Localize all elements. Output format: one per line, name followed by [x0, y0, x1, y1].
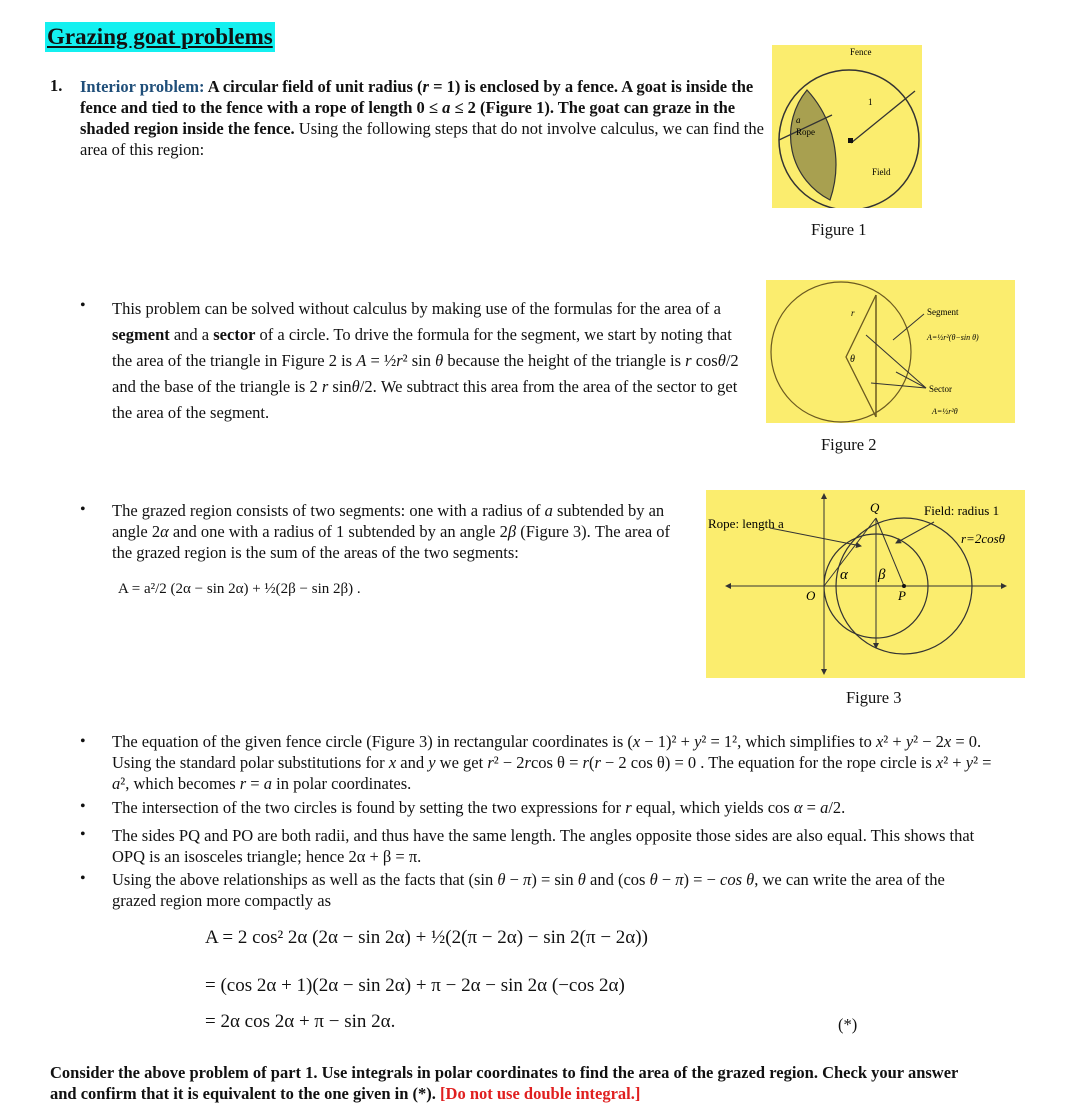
figure-2-caption: Figure 2	[821, 435, 877, 454]
text-run: The intersection of the two circles is found by setting the two expressions for	[112, 798, 626, 817]
text-run: cos θ =	[530, 753, 583, 772]
angle-label: θ	[850, 354, 855, 365]
text-run: equal, which yields cos	[631, 798, 794, 817]
point-p-label: P	[898, 588, 906, 603]
text-run: ² − 2	[913, 732, 944, 751]
text-run: θ	[717, 351, 726, 370]
text-run: − 1)² +	[640, 732, 695, 751]
text-run: θ	[649, 870, 658, 889]
rope-length-label: a	[796, 115, 801, 125]
text-run: ² +	[943, 753, 966, 772]
figure-3	[706, 490, 1025, 678]
text-run: r	[524, 753, 531, 772]
text-run: A	[356, 351, 367, 370]
text-run: α	[160, 522, 169, 541]
text-run: = 0. Using the standard polar substitutions for	[112, 732, 982, 772]
final-question	[50, 1062, 980, 1104]
text-run: ² = 1², which simplifies to	[701, 732, 876, 751]
text-run: cos	[691, 351, 718, 370]
text-run: −	[657, 870, 676, 889]
equation-line-1: A = 2 cos² 2α (2α − sin 2α) + ½(2(π − 2α) − sin 2(π − 2α))	[205, 927, 648, 948]
text-run: y	[694, 732, 702, 751]
text-run: Using the above relationships as well as the facts that (sin	[112, 870, 498, 889]
bullet-icon: •	[80, 870, 86, 887]
text-run: This problem can be solved without calculus by making use of the formulas for the area of a	[112, 299, 721, 318]
text-run: ² +	[883, 732, 906, 751]
rope-label: Rope	[796, 127, 815, 137]
figure-2	[766, 280, 1015, 423]
text-run: x	[935, 753, 944, 772]
text-run: r	[582, 753, 589, 772]
field-label: Field	[872, 167, 891, 177]
text-run: y	[428, 753, 436, 772]
text-run: y	[905, 732, 914, 751]
text-run: r	[625, 798, 632, 817]
figure-1-diagram	[772, 45, 922, 208]
text-run: The equation of the given fence circle (Figure 3) in rectangular coordinates is (	[112, 732, 633, 751]
text-run: segment	[112, 325, 170, 344]
figure-3-diagram	[706, 490, 1025, 678]
field-label: Field: radius 1	[924, 503, 1000, 518]
text-run: r	[594, 753, 601, 772]
bullet-segment-formula	[112, 296, 752, 426]
text-run: = ½	[366, 351, 397, 370]
equation-tag: (*)	[838, 1015, 858, 1034]
text-run: ≤ 2 (Figure 1). The goat can graze in the shaded region inside the fence.	[80, 98, 736, 138]
point-q-label: Q	[870, 500, 880, 515]
segment-formula: A=½r²(θ−sin θ)	[927, 333, 979, 342]
text-run: r	[685, 351, 692, 370]
text-run: cos θ	[720, 870, 755, 889]
alpha-label: α	[840, 567, 848, 583]
text-run: r	[396, 351, 403, 370]
text-run: of a circle. To drive the formula for the segment, we start by noting that the area of the triangle in Figure 2 is	[112, 325, 732, 370]
text-run: r	[239, 774, 247, 793]
text-run: x	[943, 732, 952, 751]
text-run: θ	[497, 870, 506, 889]
text-run: we get	[435, 753, 488, 772]
text-run: θ	[351, 377, 360, 396]
fence-label: Fence	[850, 47, 872, 57]
text-run: [Do not use double integral.]	[440, 1084, 641, 1103]
text-run: and one with a radius of 1 subtended by an angle 2	[168, 522, 508, 541]
bullet-fence-equation	[112, 731, 992, 794]
text-run: π	[523, 870, 532, 889]
text-run: ) = sin	[531, 870, 578, 889]
text-run: y	[965, 753, 974, 772]
text-run: = 1) is enclosed by a fence. A goat is inside the fence and tied to the fence with a rope of length 0 ≤	[80, 77, 754, 117]
text-run: sector	[213, 325, 256, 344]
text-run: r	[422, 77, 429, 96]
text-run: ² sin	[402, 351, 436, 370]
text-run: subtended by an angle 2	[112, 501, 665, 541]
radius-label: 1	[868, 97, 873, 107]
text-run: Interior problem:	[80, 77, 208, 96]
text-run: r	[321, 377, 329, 396]
text-run: Consider the above problem of part 1. Use integrals in polar coordinates to find the area of the grazed region. Check your answer and confirm that it is equivalent to the one given in (*).	[50, 1063, 959, 1103]
text-run: x	[388, 753, 397, 772]
text-run: =	[246, 774, 264, 793]
text-run: /2.	[828, 798, 846, 817]
text-run: r	[487, 753, 494, 772]
text-run: The grazed region consists of two segments: one with a radius of	[112, 501, 545, 520]
text-run: α	[793, 798, 803, 817]
text-run: and	[396, 753, 429, 772]
figure-3-caption: Figure 3	[846, 688, 902, 707]
sector-formula: A=½r²θ	[932, 407, 958, 416]
text-run: The sides PQ and PO are both radii, and thus have the same length. The angles opposite those sides are also equal. This shows that OPQ is an isosceles triangle; hence 2α + β = π.	[112, 826, 975, 866]
equation-line-2: = (cos 2α + 1)(2α − sin 2α) + π − 2α − sin 2α (−cos 2α)	[205, 975, 625, 996]
text-run: a	[263, 774, 272, 793]
text-run: θ	[435, 351, 444, 370]
text-run: a	[442, 98, 451, 117]
text-run: sin	[328, 377, 352, 396]
text-run: (	[588, 753, 595, 772]
page-title: Grazing goat problems	[45, 22, 275, 52]
equation-line-3: = 2α cos 2α + π − sin 2α.	[205, 1011, 396, 1032]
point-o-label: O	[806, 588, 816, 603]
text-run: β	[507, 522, 517, 541]
text-run: x	[632, 732, 641, 751]
text-run: π	[675, 870, 684, 889]
text-run: , we can write the area of the grazed region more compactly as	[112, 870, 945, 910]
figure-1-caption: Figure 1	[811, 220, 867, 239]
text-run: in polar coordinates.	[271, 774, 412, 793]
segments-area-equation: A = a²/2 (2α − sin 2α) + ½(2β − sin 2β) .	[118, 581, 361, 597]
text-run: a	[820, 798, 829, 817]
bullet-isosceles	[112, 825, 992, 867]
bullet-intersection	[112, 797, 992, 818]
text-run: − 2 cos θ) = 0 . The equation for the rope circle is	[600, 753, 936, 772]
bullet-grazed-region	[112, 500, 690, 563]
text-run: Using the following steps that do not involve calculus, we can find the area of this region:	[80, 119, 764, 159]
radius-label: r	[851, 308, 855, 318]
bullet-icon: •	[80, 297, 86, 314]
text-run: ², which becomes	[120, 774, 240, 793]
text-run: θ	[577, 870, 586, 889]
text-run: a	[112, 774, 121, 793]
text-run: =	[802, 798, 821, 817]
rope-label: Rope: length a	[708, 516, 784, 531]
text-run: A circular field of unit radius (	[207, 77, 423, 96]
bullet-icon: •	[80, 501, 86, 518]
text-run: /2. We subtract this area from the area of the sector to get the area of the segment.	[112, 377, 738, 422]
text-run: ) = −	[683, 870, 721, 889]
text-run: ² =	[973, 753, 992, 772]
figure-2-diagram	[766, 280, 1015, 423]
text-run: −	[505, 870, 524, 889]
polar-equation-label: r=2cosθ	[961, 531, 1006, 546]
text-run: /2 and the base of the triangle is 2	[112, 351, 739, 396]
problem-statement	[80, 76, 765, 160]
text-run: because the height of the triangle is	[443, 351, 686, 370]
figure-1	[772, 45, 922, 208]
text-run: (Figure 3). The area of the grazed region is the sum of the areas of the two segments:	[112, 522, 671, 562]
text-run: x	[875, 732, 884, 751]
text-run: a	[544, 501, 553, 520]
text-run: and a	[169, 325, 214, 344]
bullet-icon: •	[80, 733, 86, 750]
problem-number: 1.	[50, 76, 63, 95]
bullet-icon: •	[80, 826, 86, 843]
bullet-compact-area	[112, 869, 992, 911]
segment-label: Segment	[927, 307, 959, 317]
bullet-icon: •	[80, 798, 86, 815]
sector-label: Sector	[929, 384, 952, 394]
beta-label: β	[878, 567, 886, 583]
text-run: ² − 2	[493, 753, 525, 772]
text-run: and (cos	[585, 870, 650, 889]
